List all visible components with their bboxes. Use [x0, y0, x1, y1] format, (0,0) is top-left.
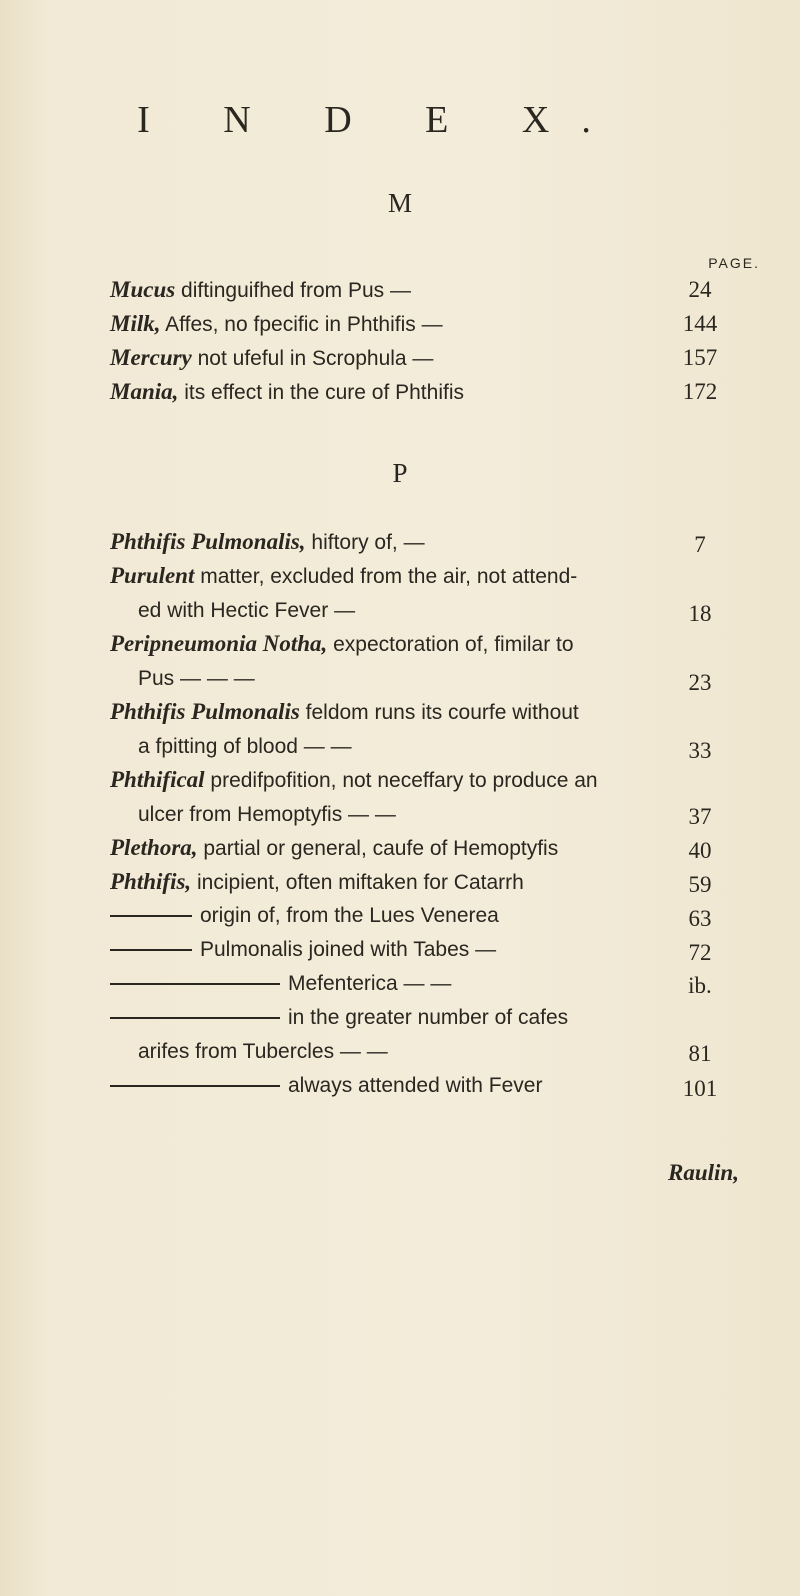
ditto-rule	[110, 1017, 280, 1019]
section-letter-p: P	[392, 458, 408, 488]
page-number: 172	[682, 379, 718, 404]
page-number: 144	[682, 311, 718, 336]
page-number: 33	[688, 738, 712, 763]
ditto-rule	[110, 1085, 280, 1087]
index-entry: always attended with Fever	[110, 1069, 670, 1103]
page-column-label: PAGE.	[708, 255, 760, 271]
page-number: 37	[688, 804, 712, 829]
index-entry: Mucus diftinguifhed from Pus —	[110, 277, 411, 302]
index-entry: Phthifis, incipient, often miftaken for Catarrh	[110, 869, 524, 894]
section-letter-m: M	[387, 188, 412, 218]
index-entry: Phthifis Pulmonalis feldom runs its courfe without a fpitting of blood — —	[110, 699, 579, 758]
catchword: Raulin,	[668, 1160, 739, 1185]
page-number: ib.	[688, 973, 712, 998]
page-number: 63	[688, 906, 712, 931]
ditto-rule	[110, 915, 192, 917]
index-entry: origin of, from the Lues Venerea	[110, 899, 670, 933]
index-entry: Plethora, partial or general, caufe of Hemoptyfis	[110, 835, 559, 860]
ditto-rule	[110, 949, 192, 951]
index-entry: Pulmonalis joined with Tabes —	[110, 933, 670, 967]
page-number: 18	[688, 601, 712, 626]
page-number: 72	[688, 940, 712, 965]
index-entry: Peripneumonia Notha, expectoration of, fimilar to Pus — — —	[110, 631, 574, 690]
page-title: I N D E X.	[137, 99, 623, 141]
page-number: 157	[682, 345, 718, 370]
page-number: 59	[688, 872, 712, 897]
index-entry: Phthifical predifpofition, not neceffary to produce an ulcer from Hemoptyfis — —	[110, 767, 598, 826]
index-entry: Mercury not ufeful in Scrophula —	[110, 345, 434, 370]
ditto-rule	[110, 983, 280, 985]
index-entry: in the greater number of cafes arifes from Tubercles — —	[110, 1001, 670, 1069]
index-entry: Mefenterica — —	[110, 967, 670, 1001]
page-number: 40	[688, 838, 712, 863]
page-number: 7	[694, 532, 706, 557]
page-number: 23	[688, 670, 712, 695]
page-number: 81	[688, 1041, 712, 1066]
index-entry: Purulent matter, excluded from the air, not attend- ed with Hectic Fever —	[110, 563, 578, 622]
index-entry: Milk, Affes, no fpecific in Phthifis —	[110, 311, 443, 336]
index-entry: Phthifis Pulmonalis, hiftory of, —	[110, 529, 425, 554]
page-number: 24	[688, 277, 712, 302]
page-number: 101	[682, 1076, 718, 1101]
index-entry: Mania, its effect in the cure of Phthifis	[110, 379, 464, 404]
